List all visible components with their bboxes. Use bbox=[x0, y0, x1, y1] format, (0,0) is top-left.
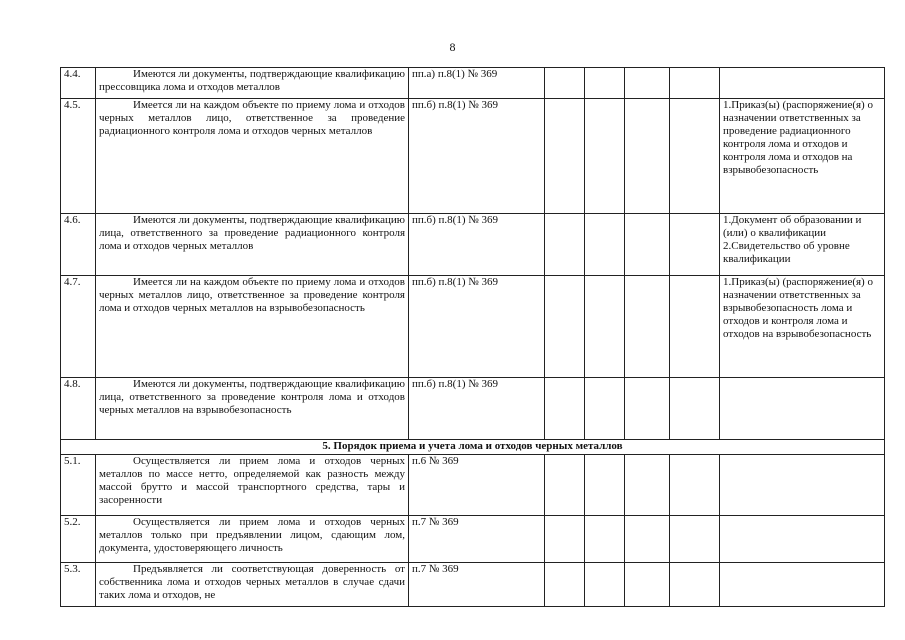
row-reference: п.6 № 369 bbox=[409, 455, 545, 516]
row-reference: пп.б) п.8(1) № 369 bbox=[409, 276, 545, 378]
section-title: 5. Порядок приема и учета лома и отходов черных металлов bbox=[61, 440, 885, 455]
answer-yes-cell[interactable] bbox=[545, 378, 585, 440]
table-row bbox=[61, 99, 885, 214]
row-number: 5.1. bbox=[61, 455, 96, 516]
answer-yes-cell[interactable] bbox=[545, 276, 585, 378]
answer-note-cell[interactable] bbox=[670, 99, 720, 214]
row-number: 4.6. bbox=[61, 214, 96, 276]
row-reference: пп.б) п.8(1) № 369 bbox=[409, 378, 545, 440]
row-reference: пп.б) п.8(1) № 369 bbox=[409, 214, 545, 276]
answer-na-cell[interactable] bbox=[625, 455, 670, 516]
row-documents bbox=[720, 378, 885, 440]
row-number: 5.3. bbox=[61, 563, 96, 607]
answer-na-cell[interactable] bbox=[625, 378, 670, 440]
row-number: 4.7. bbox=[61, 276, 96, 378]
row-reference: пп.а) п.8(1) № 369 bbox=[409, 68, 545, 99]
row-number: 4.5. bbox=[61, 99, 96, 214]
row-reference: п.7 № 369 bbox=[409, 563, 545, 607]
table-row bbox=[61, 378, 885, 440]
row-documents bbox=[720, 99, 885, 214]
row-reference: пп.б) п.8(1) № 369 bbox=[409, 99, 545, 214]
answer-note-cell[interactable] bbox=[670, 563, 720, 607]
table-row bbox=[61, 563, 885, 607]
answer-no-cell[interactable] bbox=[585, 455, 625, 516]
answer-yes-cell[interactable] bbox=[545, 214, 585, 276]
answer-no-cell[interactable] bbox=[585, 516, 625, 563]
table-row bbox=[61, 516, 885, 563]
document-item: 1.Приказ(ы) (распоряжение(я) о назначении ответственных за проведение радиационного контроля лома и отходов и контроля лома и отходов на взрывобезопасность bbox=[723, 99, 873, 176]
answer-note-cell[interactable] bbox=[670, 455, 720, 516]
row-documents bbox=[720, 563, 885, 607]
row-documents bbox=[720, 276, 885, 378]
answer-no-cell[interactable] bbox=[585, 68, 625, 99]
row-documents bbox=[720, 455, 885, 516]
answer-note-cell[interactable] bbox=[670, 68, 720, 99]
answer-na-cell[interactable] bbox=[625, 276, 670, 378]
table-row bbox=[61, 276, 885, 378]
answer-yes-cell[interactable] bbox=[545, 99, 585, 214]
answer-no-cell[interactable] bbox=[585, 276, 625, 378]
row-question: Предъявляется ли соответствующая доверенность от собственника лома и отходов черных металлов в случае сдачи таких лома и отходов, не bbox=[96, 563, 409, 607]
row-reference: п.7 № 369 bbox=[409, 516, 545, 563]
document-item: 2.Свидетельство об уровне квалификации bbox=[723, 240, 850, 265]
row-documents bbox=[720, 68, 885, 99]
row-documents bbox=[720, 214, 885, 276]
table-row bbox=[61, 455, 885, 516]
row-question: Имеются ли документы, подтверждающие квалификацию лица, ответственного за проведение контроля лома и отходов черных металлов на взрывобезопасность bbox=[96, 378, 409, 440]
document-item: 1.Приказ(ы) (распоряжение(я) о назначении ответственных за взрывобезопасность лома и отходов и контроля лома и отходов на взрывобезопасность bbox=[723, 276, 873, 340]
answer-na-cell[interactable] bbox=[625, 99, 670, 214]
row-number: 4.4. bbox=[61, 68, 96, 99]
document-item: 1.Документ об образовании и (или) о квалификации bbox=[723, 214, 862, 239]
answer-yes-cell[interactable] bbox=[545, 68, 585, 99]
row-question: Осуществляется ли прием лома и отходов черных металлов только при предъявлении лицом, сдающим лом, документа, удостоверяющего личность bbox=[96, 516, 409, 563]
answer-na-cell[interactable] bbox=[625, 516, 670, 563]
row-number: 4.8. bbox=[61, 378, 96, 440]
answer-note-cell[interactable] bbox=[670, 516, 720, 563]
row-question: Имеются ли документы, подтверждающие квалификацию лица, ответственного за проведение радиационного контроля лома и отходов черных металлов bbox=[96, 214, 409, 276]
row-question: Имеются ли документы, подтверждающие квалификацию прессовщика лома и отходов металлов bbox=[96, 68, 409, 99]
answer-na-cell[interactable] bbox=[625, 563, 670, 607]
answer-note-cell[interactable] bbox=[670, 276, 720, 378]
answer-no-cell[interactable] bbox=[585, 378, 625, 440]
table-row bbox=[61, 68, 885, 99]
answer-yes-cell[interactable] bbox=[545, 516, 585, 563]
section-header-row bbox=[61, 440, 885, 455]
answer-no-cell[interactable] bbox=[585, 563, 625, 607]
page-number: 8 bbox=[449, 40, 456, 54]
row-question: Осуществляется ли прием лома и отходов черных металлов по массе нетто, определяемой как разность между массой брутто и массой транспортного средства, тары и засоренности bbox=[96, 455, 409, 516]
answer-no-cell[interactable] bbox=[585, 214, 625, 276]
answer-note-cell[interactable] bbox=[670, 214, 720, 276]
answer-na-cell[interactable] bbox=[625, 214, 670, 276]
row-number: 5.2. bbox=[61, 516, 96, 563]
answer-yes-cell[interactable] bbox=[545, 455, 585, 516]
answer-na-cell[interactable] bbox=[625, 68, 670, 99]
answer-yes-cell[interactable] bbox=[545, 563, 585, 607]
table-row bbox=[61, 214, 885, 276]
checklist-table bbox=[60, 67, 885, 607]
answer-no-cell[interactable] bbox=[585, 99, 625, 214]
row-question: Имеется ли на каждом объекте по приему лома и отходов черных металлов лицо, ответственное за проведение контроля лома и отходов черных металлов на взрывобезопасность bbox=[96, 276, 409, 378]
answer-note-cell[interactable] bbox=[670, 378, 720, 440]
row-question: Имеется ли на каждом объекте по приему лома и отходов черных металлов лицо, ответственное за проведение радиационного контроля лома и отходов черных металлов bbox=[96, 99, 409, 214]
row-documents bbox=[720, 516, 885, 563]
